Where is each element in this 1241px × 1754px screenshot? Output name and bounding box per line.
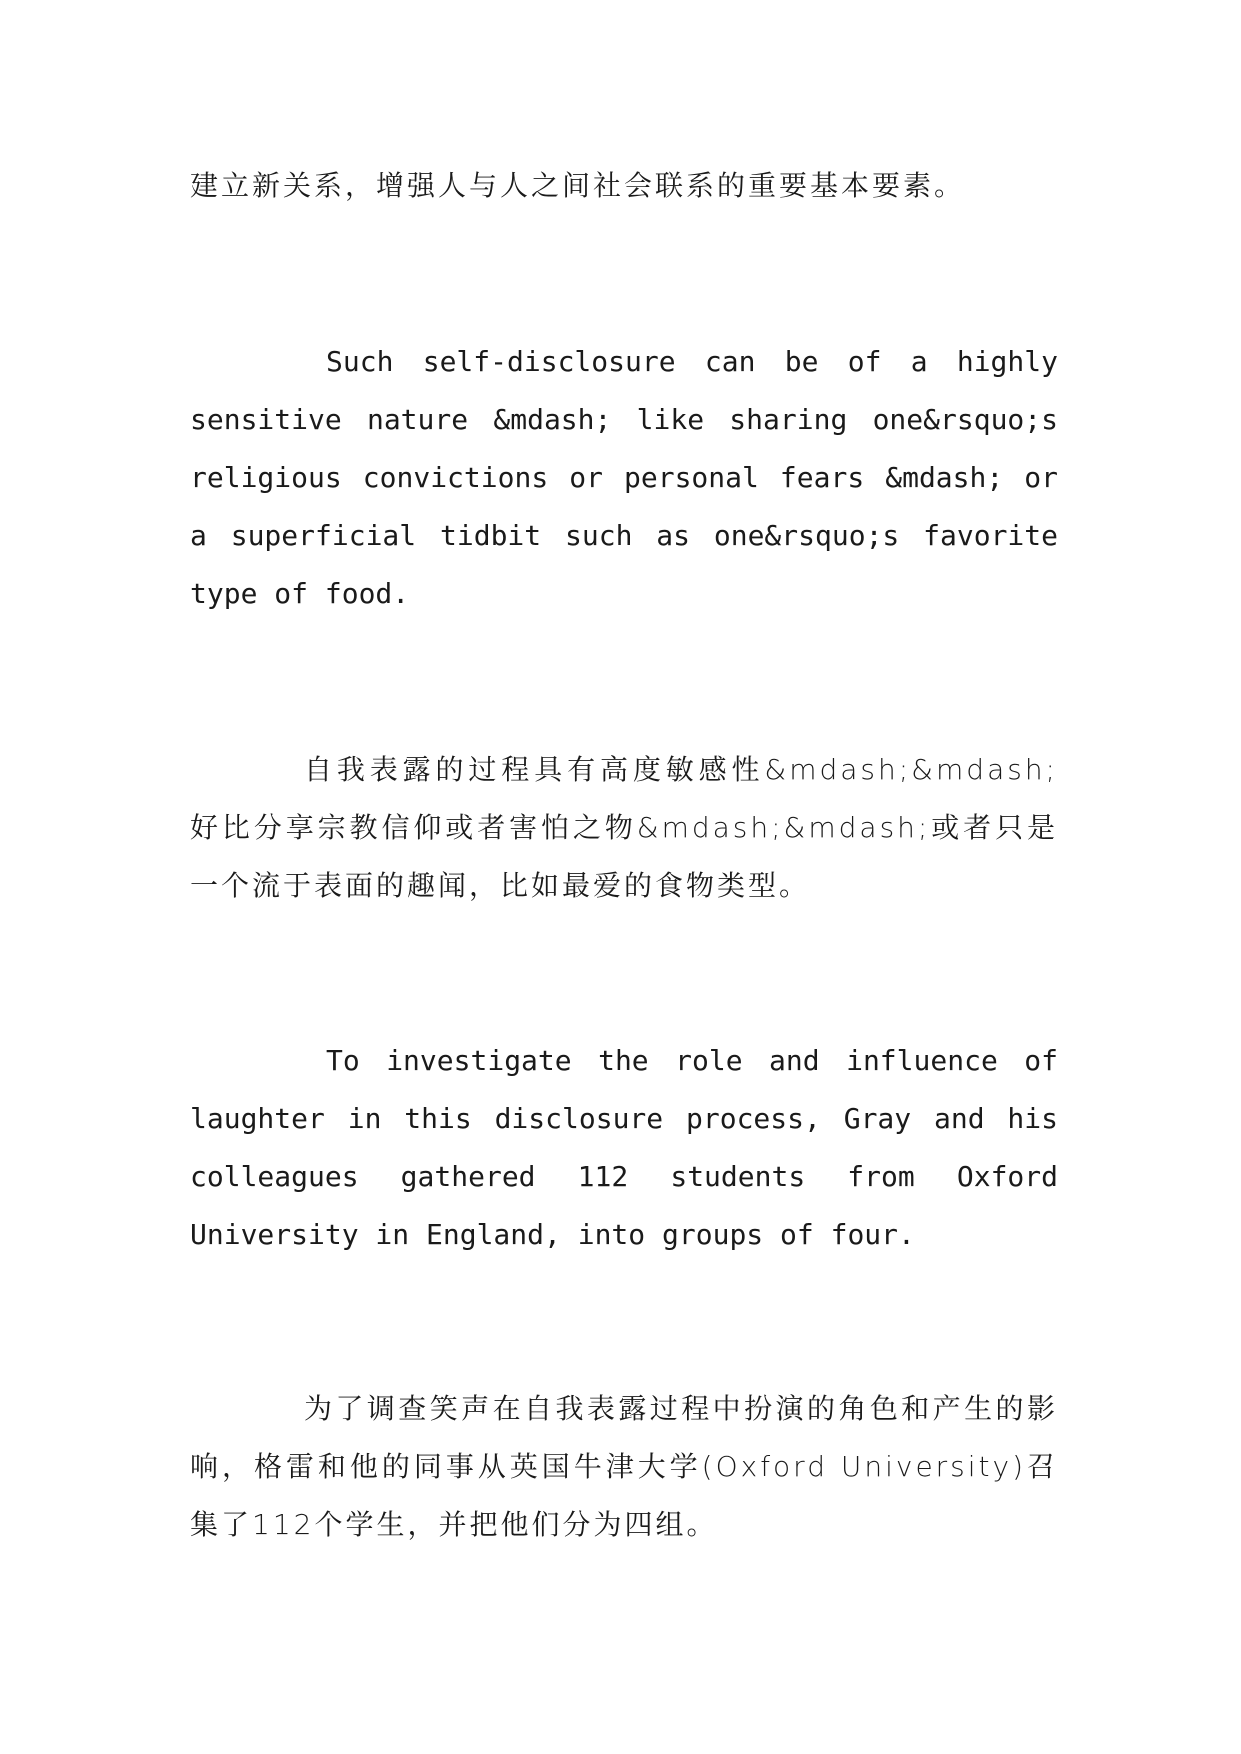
paragraph-chinese-intro-continuation: 建立新关系，增强人与人之间社会联系的重要基本要素。 bbox=[190, 169, 966, 202]
paragraph-english-self-disclosure: Such self-disclosure can be of a highly sensitive nature &mdash; like sharing one&rsquo;s religious convictions or personal fears &mdash; or a superficial tidbit such as one&rsquo;s favorite type of food. bbox=[190, 345, 1058, 610]
paragraph-english-investigation: To investigate the role and influence of laughter in this disclosure process, Gray and his colleagues gathered 112 students from Oxford University in England, into groups of four. bbox=[190, 1044, 1058, 1251]
paragraph-chinese-investigation: 为了调查笑声在自我表露过程中扮演的角色和产生的影响，格雷和他的同事从英国牛津大学(Oxford University)召集了112个学生，并把他们分为四组。 bbox=[190, 1392, 1058, 1541]
paragraph-chinese-self-disclosure: 自我表露的过程具有高度敏感性&mdash;&mdash;好比分享宗教信仰或者害怕之物&mdash;&mdash;或者只是一个流于表面的趣闻，比如最爱的食物类型。 bbox=[190, 753, 1058, 902]
